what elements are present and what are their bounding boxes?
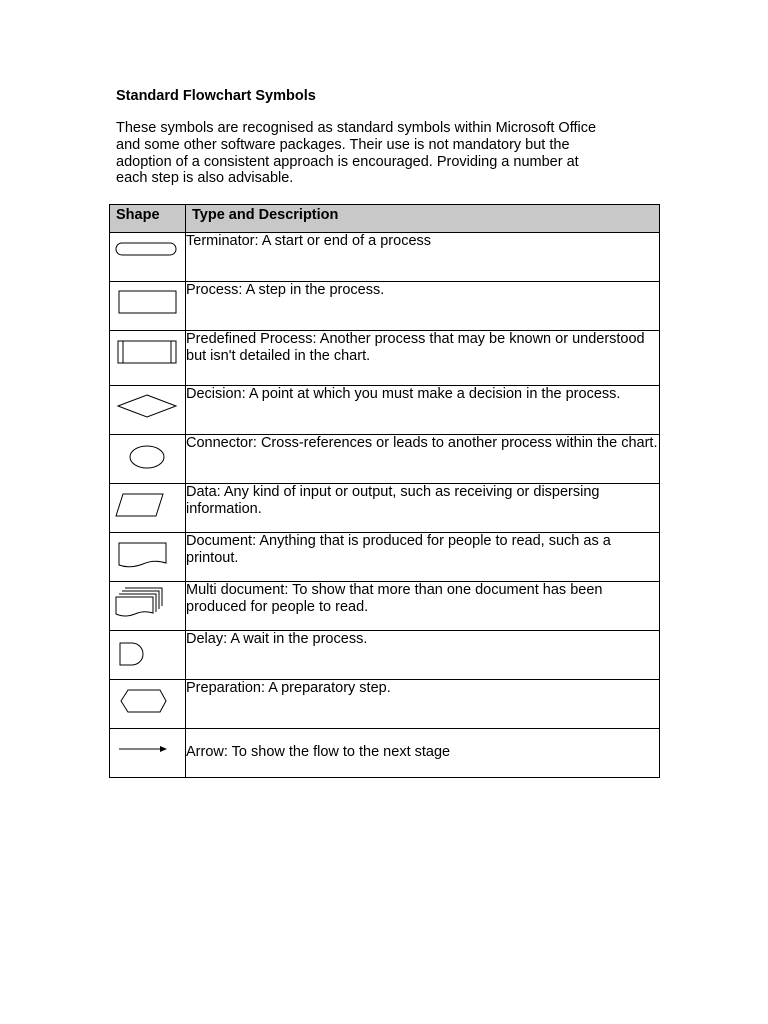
process-icon: [110, 282, 185, 329]
header-type-description: Type and Description: [186, 205, 660, 233]
description-cell: [186, 282, 660, 331]
shape-cell: [110, 435, 186, 484]
row-description: Predefined Process: Another process that may be known or understood but isn't detailed in the chart.: [186, 331, 645, 364]
connector-icon: [110, 435, 185, 482]
intro-line: each step is also advisable.: [116, 170, 294, 187]
table-row: [110, 435, 660, 484]
shape-cell: [110, 582, 186, 631]
row-description: Terminator: A start or end of a process: [186, 233, 432, 249]
document-icon: [110, 533, 185, 580]
intro-line: and some other software packages. Their use is not mandatory but the: [116, 136, 570, 153]
delay-icon: [110, 631, 185, 678]
description-cell: [186, 435, 660, 484]
decision-icon: [110, 386, 185, 433]
intro-line: adoption of a consistent approach is encouraged. Providing a number at: [116, 153, 579, 170]
table-row: [110, 331, 660, 386]
description-cell: [186, 582, 660, 631]
description-cell: [186, 386, 660, 435]
intro-line: These symbols are recognised as standard symbols within Microsoft Office: [116, 120, 597, 136]
multi-document-icon: [110, 582, 185, 629]
header-shape: Shape: [110, 205, 186, 233]
table-header-row: [110, 205, 660, 233]
description-cell: [186, 533, 660, 582]
shape-cell: [110, 386, 186, 435]
description-cell: [186, 233, 660, 282]
description-cell: [186, 331, 660, 386]
row-description: Connector: Cross-references or leads to another process within the chart.: [186, 435, 658, 451]
shape-cell: [110, 729, 186, 778]
table-row: [110, 282, 660, 331]
shape-cell: [110, 533, 186, 582]
data-icon: [110, 484, 185, 531]
shape-cell: [110, 233, 186, 282]
description-cell: [186, 631, 660, 680]
description-cell: [186, 484, 660, 533]
preparation-icon: [110, 680, 185, 727]
flowchart-symbols-table: [109, 204, 660, 778]
row-description: Data: Any kind of input or output, such as receiving or dispersing information.: [186, 484, 600, 517]
table-row: [110, 533, 660, 582]
row-description: Document: Anything that is produced for people to read, such as a printout.: [186, 533, 611, 566]
shape-cell: [110, 484, 186, 533]
table-row: [110, 484, 660, 533]
row-description: Process: A step in the process.: [186, 282, 385, 298]
row-description: Multi document: To show that more than one document has been produced for people to read.: [186, 582, 603, 615]
table-row: [110, 631, 660, 680]
row-description: Decision: A point at which you must make a decision in the process.: [186, 386, 621, 402]
table-row: [110, 729, 660, 778]
predefined-process-icon: [110, 331, 185, 384]
table-row: [110, 233, 660, 282]
arrow-icon: [110, 729, 185, 776]
shape-cell: [110, 631, 186, 680]
description-cell: [186, 680, 660, 729]
shape-cell: [110, 680, 186, 729]
page-title: Standard Flowchart Symbols: [116, 88, 316, 104]
table-row: [110, 582, 660, 631]
row-description: Arrow: To show the flow to the next stage: [186, 744, 451, 760]
terminator-icon: [110, 233, 185, 280]
shape-cell: [110, 331, 186, 386]
description-cell: [186, 729, 660, 778]
intro-paragraph: [116, 120, 646, 187]
table-row: [110, 680, 660, 729]
shape-cell: [110, 282, 186, 331]
table-row: [110, 386, 660, 435]
row-description: Delay: A wait in the process.: [186, 631, 368, 647]
row-description: Preparation: A preparatory step.: [186, 680, 391, 696]
